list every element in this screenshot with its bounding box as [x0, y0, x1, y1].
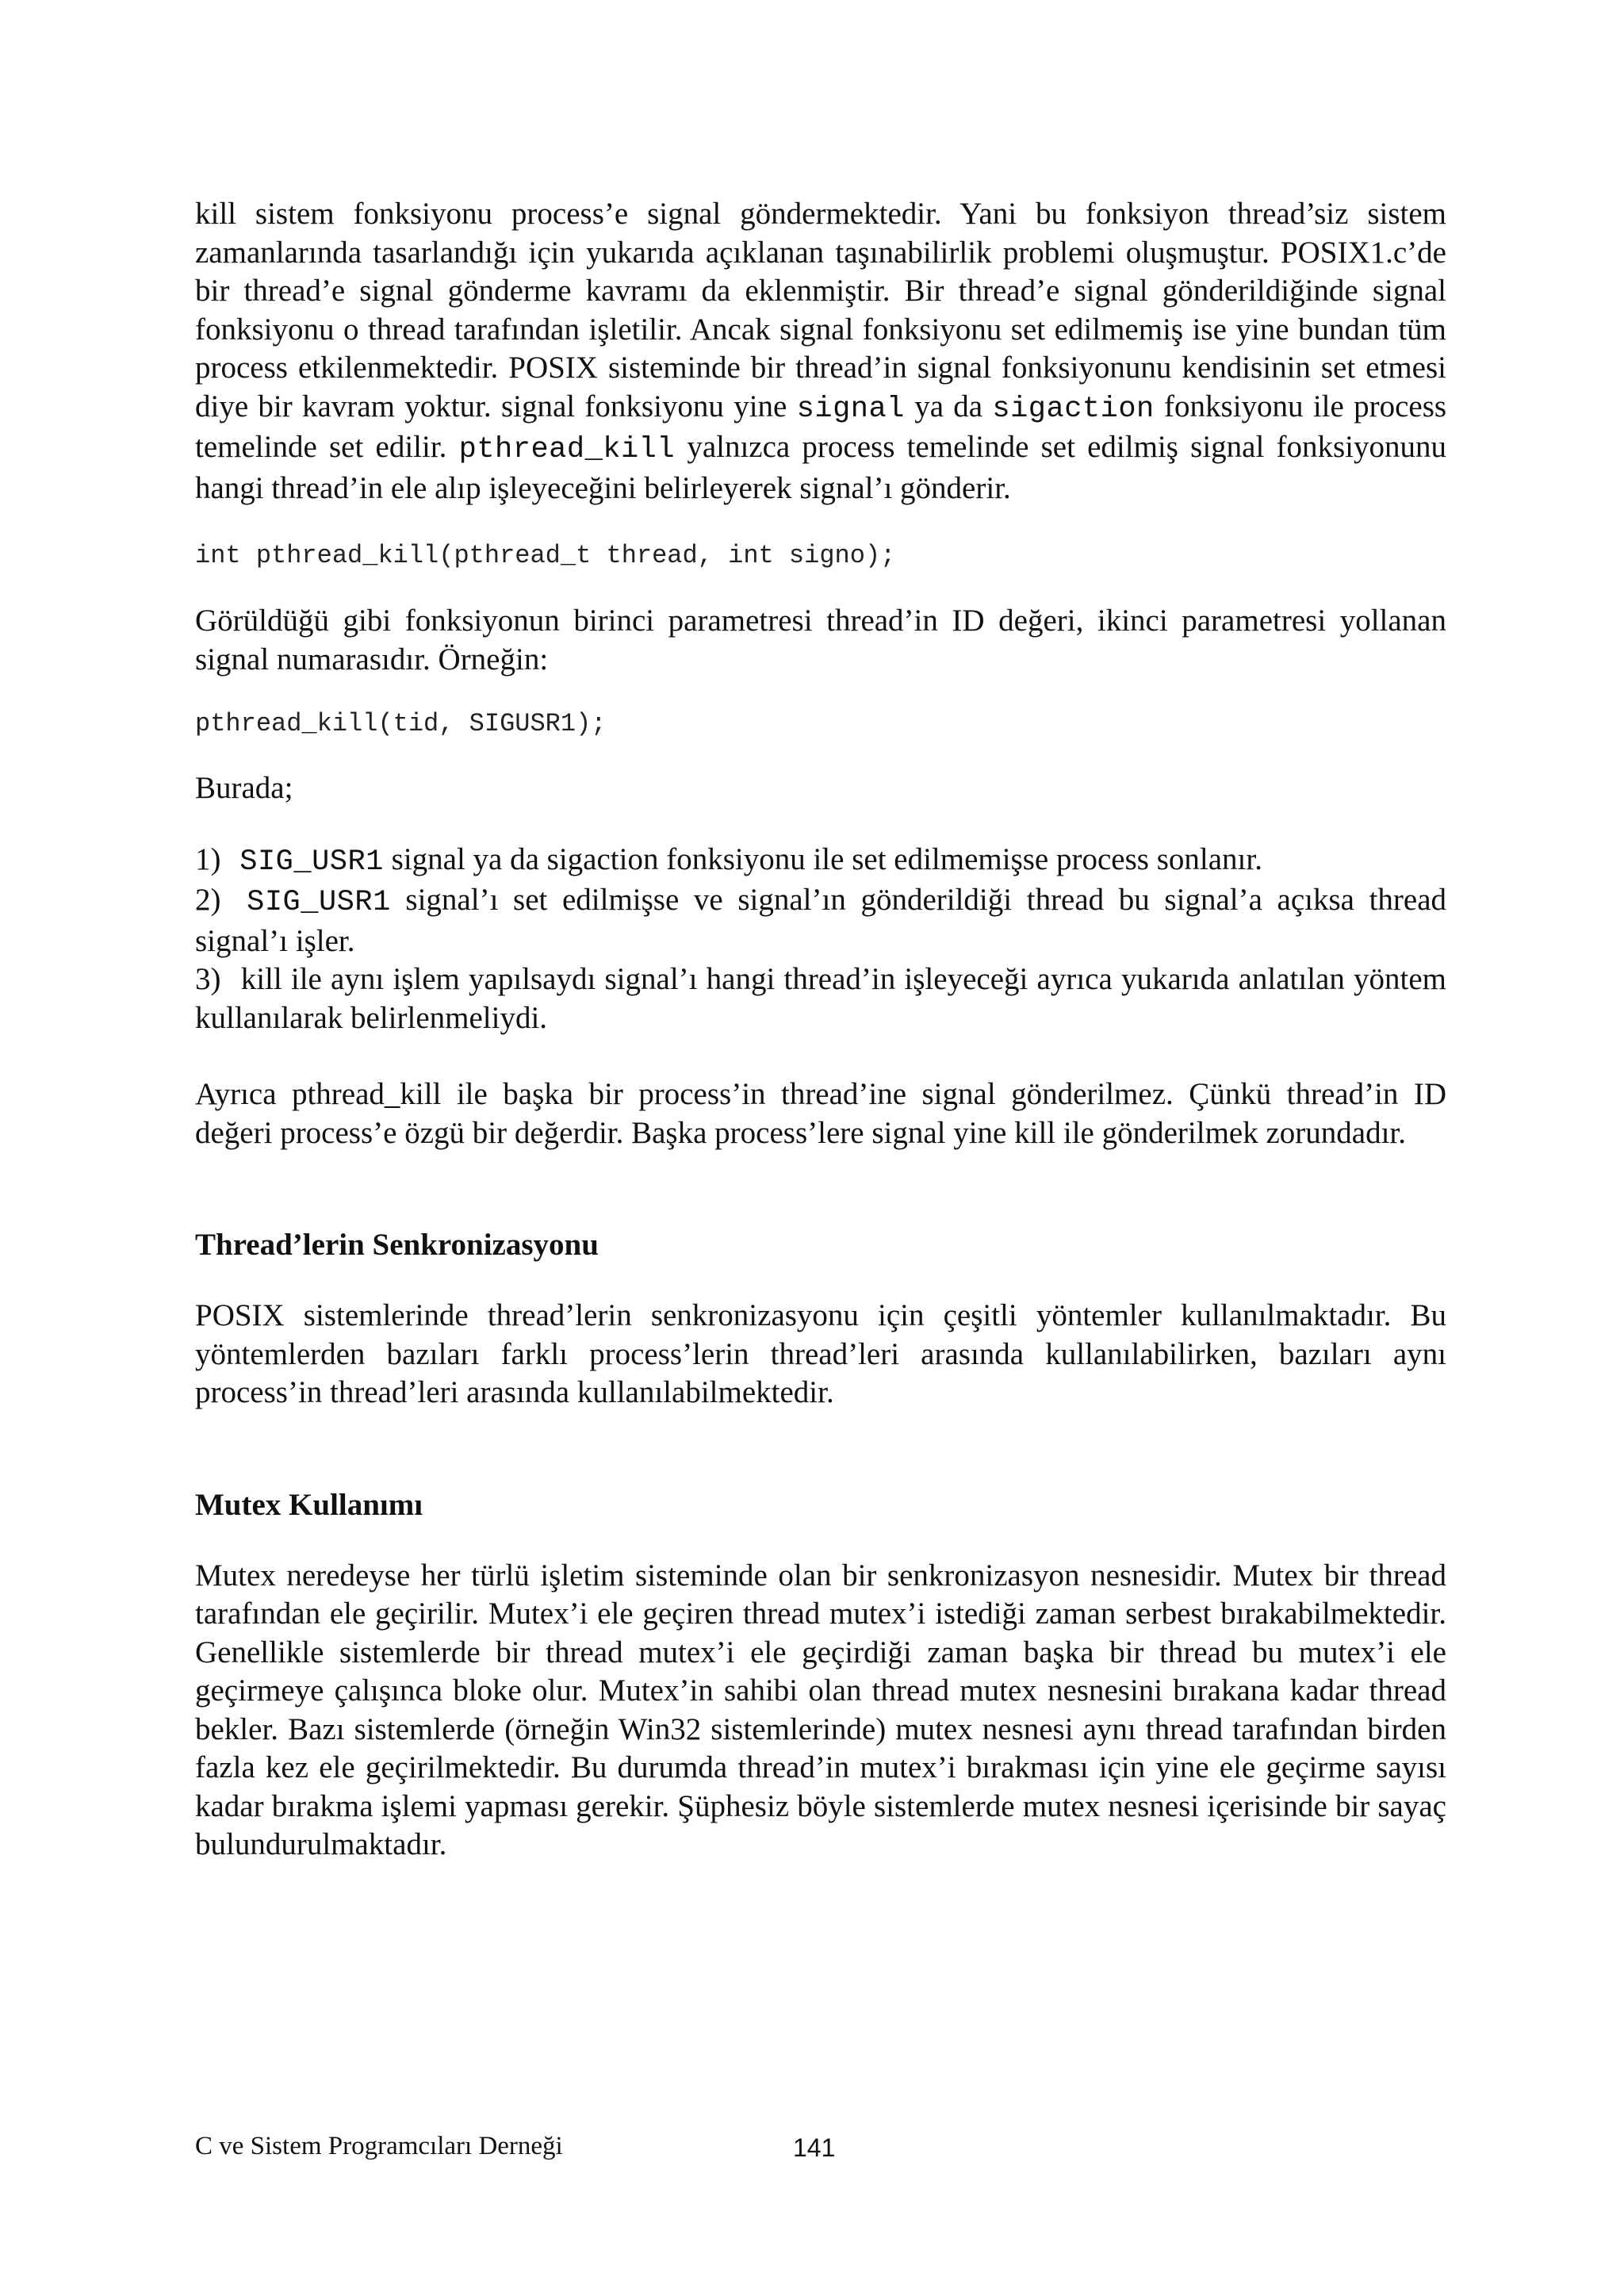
section-heading-thread-synchronization: Thread’lerin Senkronizasyonu	[195, 1228, 599, 1262]
paragraph-pthread-kill-other-process: Ayrıca pthread_kill ile başka bir process’in thread’ine signal gönderilmez. Çünkü thread’in ID değeri process’e özgü bir değerdir. Başka process’lere signal yine kill ile gönderilmek zorundadır.	[195, 1077, 1446, 1150]
code-sig-usr1: SIG_USR1	[239, 845, 384, 879]
paragraph-text: kill sistem fonksiyonu process’e signal göndermektedir. Yani bu fonksiyon thread’siz sistem zamanlarında tasarlandığı için yukarıda açıklanan taşınabilirlik problemi oluşmuştur. POSIX1.c’de bir thread’e signal gönderme kavramı da eklenmiştir. Bir thread’e signal gönderildiğinde signal fonksiyonu o thread tarafından işletilir. Ancak signal fonksiyonu set edilmemiş ise yine bundan tüm process etkilenmektedir. POSIX sisteminde bir thread’in signal fonksiyonunu kendisinin set etmesi diye bir kavram yoktur. signal fonksiyonu yine	[195, 197, 1446, 424]
paragraph-synchronization-intro: POSIX sistemlerinde thread’lerin senkronizasyonu için çeşitli yöntemler kullanılmaktadır. Bu yöntemlerden bazıları farklı process’lerin thread’leri arasında kullanılabilirken, bazıları aynı process’in thread’leri arasında kullanılabilmektedir.	[195, 1298, 1446, 1409]
code-sig-usr1: SIG_USR1	[247, 886, 391, 919]
paragraph-text: yalnızca process temelinde set edilmiş signal fonksiyonunu hangi thread’in ele alıp işleyeceğini belirleyerek signal’ı gönderir.	[195, 430, 1447, 505]
code-pthread-kill-example: pthread_kill(tid, SIGUSR1);	[195, 709, 607, 738]
list-text: signal’ı set edilmişse ve signal’ın gönderildiği thread bu signal’a açıksa thread signal’ı işler.	[195, 883, 1447, 958]
list-item	[195, 960, 1446, 1037]
paragraph-pthread-kill-intro	[195, 195, 1446, 508]
list-number: 2)	[195, 883, 221, 917]
paragraph-text: ya da	[914, 389, 983, 424]
paragraph-burada: Burada;	[195, 771, 293, 805]
paragraph-mutex-description: Mutex neredeyse her türlü işletim sisteminde olan bir senkronizasyon nesnesidir. Mutex bir thread tarafından ele geçirilir. Mutex’i ele geçiren thread mutex’i istediği zaman serbest bırakabilmektedir. Genellikle sistemlerde bir thread mutex’i ele geçirdiği zaman başka bir thread bu mutex’i ele geçirmeye çalışınca bloke olur. Mutex’in sahibi olan thread mutex nesnesini bırakana kadar thread bekler. Bazı sistemlerde (örneğin Win32 sistemlerinde) mutex nesnesi aynı thread tarafından birden fazla kez ele geçirilmektedir. Bu durumda thread’in mutex’i bırakması için yine ele geçirme sayısı kadar bırakma işlemi yapması gerekir. Şüphesiz böyle sistemlerde mutex nesnesi içerisinde bir sayaç bulundurulmaktadır.	[195, 1558, 1446, 1861]
list-number: 3)	[195, 962, 221, 996]
footer-organization: C ve Sistem Programcıları Derneği	[195, 2132, 563, 2160]
paragraph-parameters: Görüldüğü gibi fonksiyonun birinci parametresi thread’in ID değeri, ikinci parametresi yollanan signal numarasıdır. Örneğin:	[195, 604, 1446, 677]
section-heading-mutex-usage: Mutex Kullanımı	[195, 1487, 423, 1522]
list-item	[195, 841, 1446, 882]
code-signal: signal	[796, 392, 905, 426]
list-text: signal ya da sigaction fonksiyonu ile set edilmemişse process sonlanır.	[391, 841, 1262, 876]
numbered-list	[195, 841, 1446, 1038]
page-footer	[195, 2130, 1446, 2170]
paragraph-text: fonksiyonu ile process temelinde set edilir.	[195, 389, 1447, 464]
list-item	[195, 881, 1446, 960]
code-pthread-kill-prototype: int pthread_kill(pthread_t thread, int signo);	[195, 541, 896, 570]
list-text: kill ile aynı işlem yapılsaydı signal’ı hangi thread’in işleyeceği ayrıca yukarıda anlatılan yöntem kullanılarak belirlenmeliydi.	[195, 962, 1447, 1035]
document-page	[195, 195, 1446, 1865]
code-pthread-kill: pthread_kill	[458, 433, 676, 466]
code-sigaction: sigaction	[992, 392, 1155, 426]
page-number: 141	[793, 2133, 836, 2162]
list-number: 1)	[195, 841, 221, 876]
